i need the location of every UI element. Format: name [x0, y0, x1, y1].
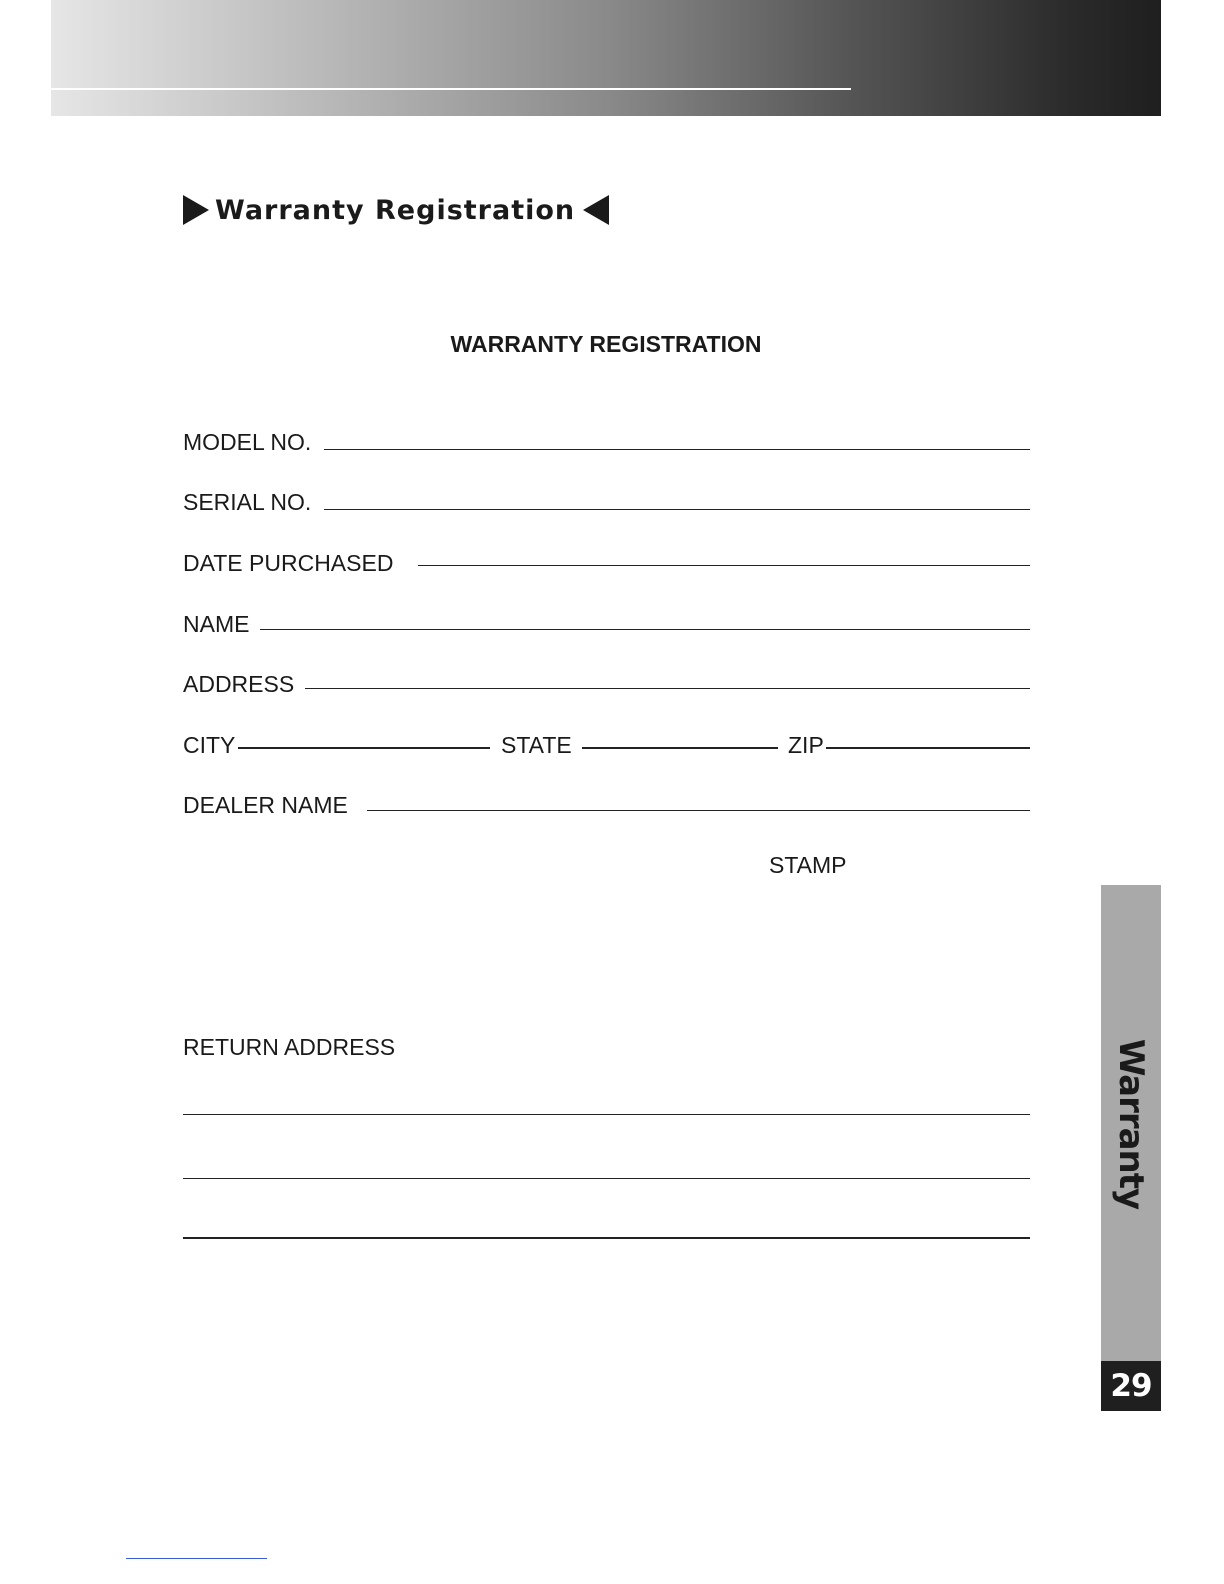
side-tab-label: Warranty	[1111, 1038, 1151, 1210]
model-no-label: MODEL NO.	[183, 429, 312, 455]
section-heading-text: Warranty Registration	[215, 194, 576, 226]
city-label: CITY	[183, 732, 236, 758]
state-label: STATE	[501, 732, 572, 758]
date-purchased-field[interactable]	[418, 565, 1030, 566]
form-title: WARRANTY REGISTRATION	[450, 331, 762, 357]
city-field[interactable]	[238, 747, 490, 749]
date-purchased-label: DATE PURCHASED	[183, 550, 394, 576]
serial-no-label: SERIAL NO.	[183, 489, 312, 515]
zip-field[interactable]	[826, 747, 1030, 749]
footer-rule	[126, 1558, 267, 1559]
header-rule	[51, 88, 851, 90]
address-label: ADDRESS	[183, 671, 295, 697]
return-address-line-3[interactable]	[183, 1237, 1030, 1239]
stamp-label: STAMP	[769, 852, 847, 878]
name-field[interactable]	[260, 629, 1030, 630]
triangle-left-icon	[583, 195, 609, 225]
page-number: 29	[1101, 1361, 1161, 1411]
dealer-name-label: DEALER NAME	[183, 792, 348, 818]
state-field[interactable]	[582, 747, 778, 749]
section-heading	[183, 193, 609, 227]
serial-no-field[interactable]	[324, 509, 1030, 510]
return-address-line-1[interactable]	[183, 1114, 1030, 1115]
return-address-label: RETURN ADDRESS	[183, 1034, 396, 1060]
header-gradient-bar	[51, 0, 1161, 116]
triangle-right-icon	[183, 195, 209, 225]
dealer-name-field[interactable]	[367, 810, 1030, 811]
zip-label: ZIP	[788, 732, 824, 758]
return-address-line-2[interactable]	[183, 1178, 1030, 1179]
address-field[interactable]	[305, 688, 1030, 689]
name-label: NAME	[183, 611, 250, 637]
model-no-field[interactable]	[324, 449, 1030, 450]
